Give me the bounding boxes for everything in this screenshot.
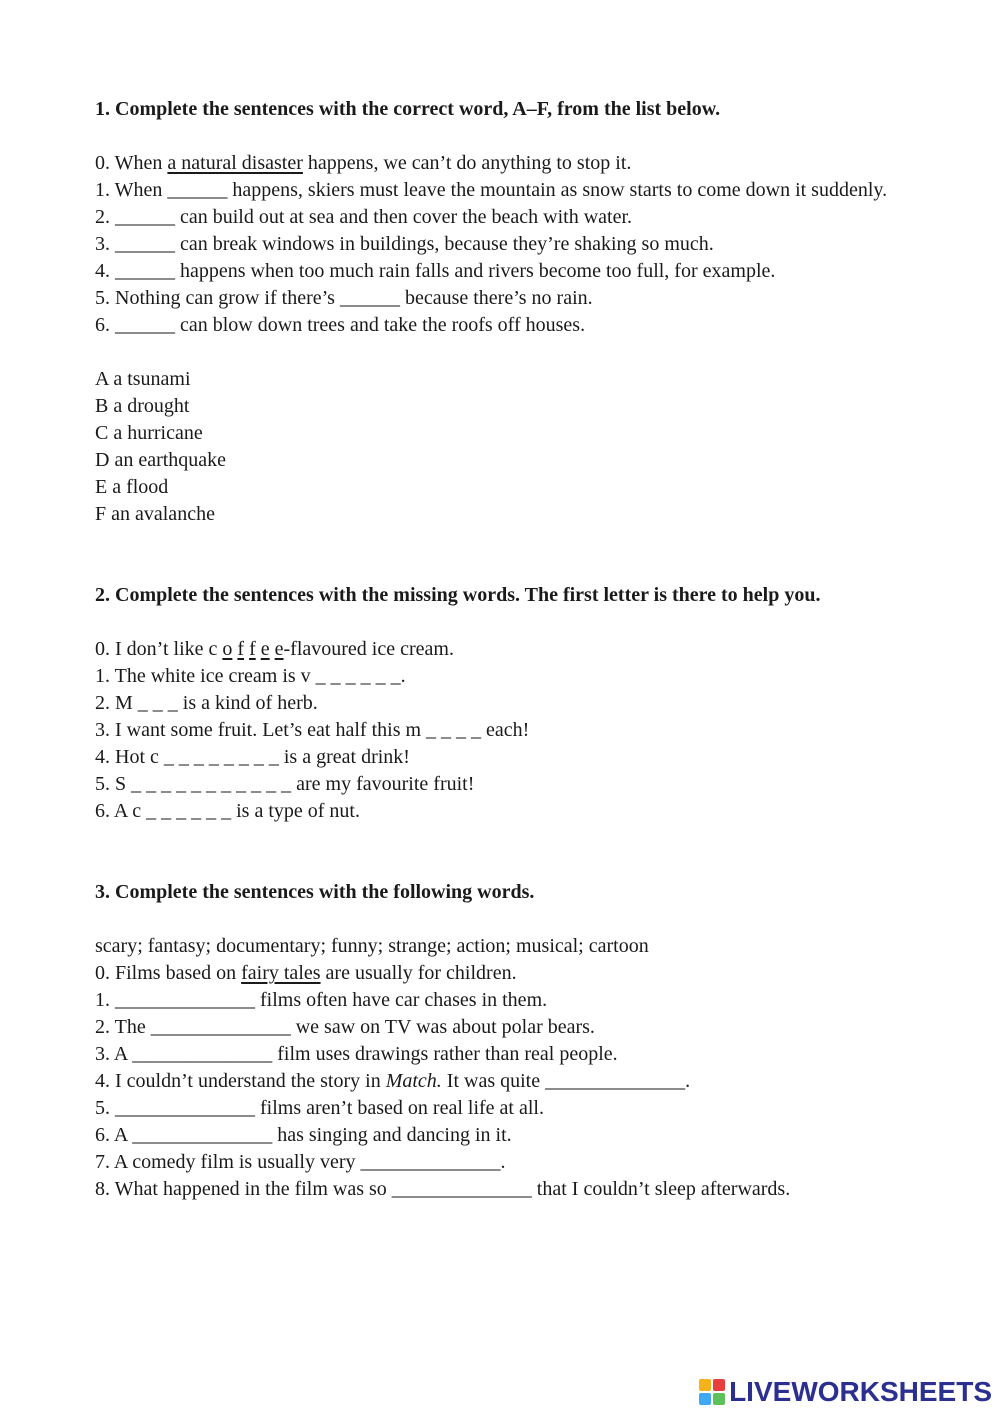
section1-item: 6. ______ can blow down trees and take the roofs off houses. bbox=[95, 314, 586, 336]
option-b: B a drought bbox=[95, 395, 190, 417]
section3-heading: 3. Complete the sentences with the following words. bbox=[95, 881, 535, 903]
section2-item: 6. A c _ _ _ _ _ _ is a type of nut. bbox=[95, 800, 360, 822]
section3-item: 2. The ______________ we saw on TV was about polar bears. bbox=[95, 1016, 595, 1038]
section3-item: 1. ______________ films often have car chases in them. bbox=[95, 989, 548, 1011]
example-answer: a natural disaster bbox=[167, 152, 303, 174]
section2-item: 4. Hot c _ _ _ _ _ _ _ _ is a great drink! bbox=[95, 746, 410, 768]
section2-item: 1. The white ice cream is v _ _ _ _ _ _. bbox=[95, 665, 406, 687]
option-a: A a tsunami bbox=[95, 368, 191, 390]
example-answer: fairy tales bbox=[241, 962, 321, 984]
section1-item: 1. When ______ happens, skiers must leave the mountain as snow starts to come down it suddenly. bbox=[95, 179, 888, 201]
liveworksheets-logo bbox=[699, 1375, 992, 1409]
option-c: C a hurricane bbox=[95, 422, 203, 444]
section2-heading: 2. Complete the sentences with the missing words. The first letter is there to help you. bbox=[95, 584, 821, 606]
section1-heading: 1. Complete the sentences with the correct word, A–F, from the list below. bbox=[95, 98, 721, 120]
option-d: D an earthquake bbox=[95, 449, 227, 471]
option-e: E a flood bbox=[95, 476, 169, 498]
section3-item: 7. A comedy film is usually very ______________. bbox=[95, 1151, 506, 1173]
option-f: F an avalanche bbox=[95, 503, 215, 525]
logo-text: LIVEWORKSHEETS bbox=[729, 1376, 992, 1407]
section1-item: 2. ______ can build out at sea and then cover the beach with water. bbox=[95, 206, 633, 228]
section3-item: 5. ______________ films aren’t based on real life at all. bbox=[95, 1097, 544, 1119]
section1-item: 5. Nothing can grow if there’s ______ because there’s no rain. bbox=[95, 287, 593, 309]
section3-item: 8. What happened in the film was so ______________ that I couldn’t sleep afterwards. bbox=[95, 1178, 791, 1200]
section1-example: 0. When a natural disaster happens, we can’t do anything to stop it. bbox=[95, 152, 632, 174]
section2-item: 2. M _ _ _ is a kind of herb. bbox=[95, 692, 318, 714]
section1-item: 3. ______ can break windows in buildings, because they’re shaking so much. bbox=[95, 233, 714, 255]
section2-example: 0. I don’t like c o f f e e-flavoured ice cream. bbox=[95, 638, 454, 660]
section2-item: 3. I want some fruit. Let’s eat half this m _ _ _ _ each! bbox=[95, 719, 530, 741]
logo-mark-icon bbox=[699, 1379, 725, 1405]
section3-item: 4. I couldn’t understand the story in Match. It was quite ______________. bbox=[95, 1070, 691, 1092]
section3-example: 0. Films based on fairy tales are usually for children. bbox=[95, 962, 517, 984]
section3-item: 6. A ______________ has singing and dancing in it. bbox=[95, 1124, 512, 1146]
section2-item: 5. S _ _ _ _ _ _ _ _ _ _ _ are my favourite fruit! bbox=[95, 773, 475, 795]
section3-item: 3. A ______________ film uses drawings rather than real people. bbox=[95, 1043, 618, 1065]
section1-item: 4. ______ happens when too much rain falls and rivers become too full, for example. bbox=[95, 260, 776, 282]
worksheet bbox=[95, 96, 915, 1203]
section3-wordlist: scary; fantasy; documentary; funny; strange; action; musical; cartoon bbox=[95, 935, 649, 957]
